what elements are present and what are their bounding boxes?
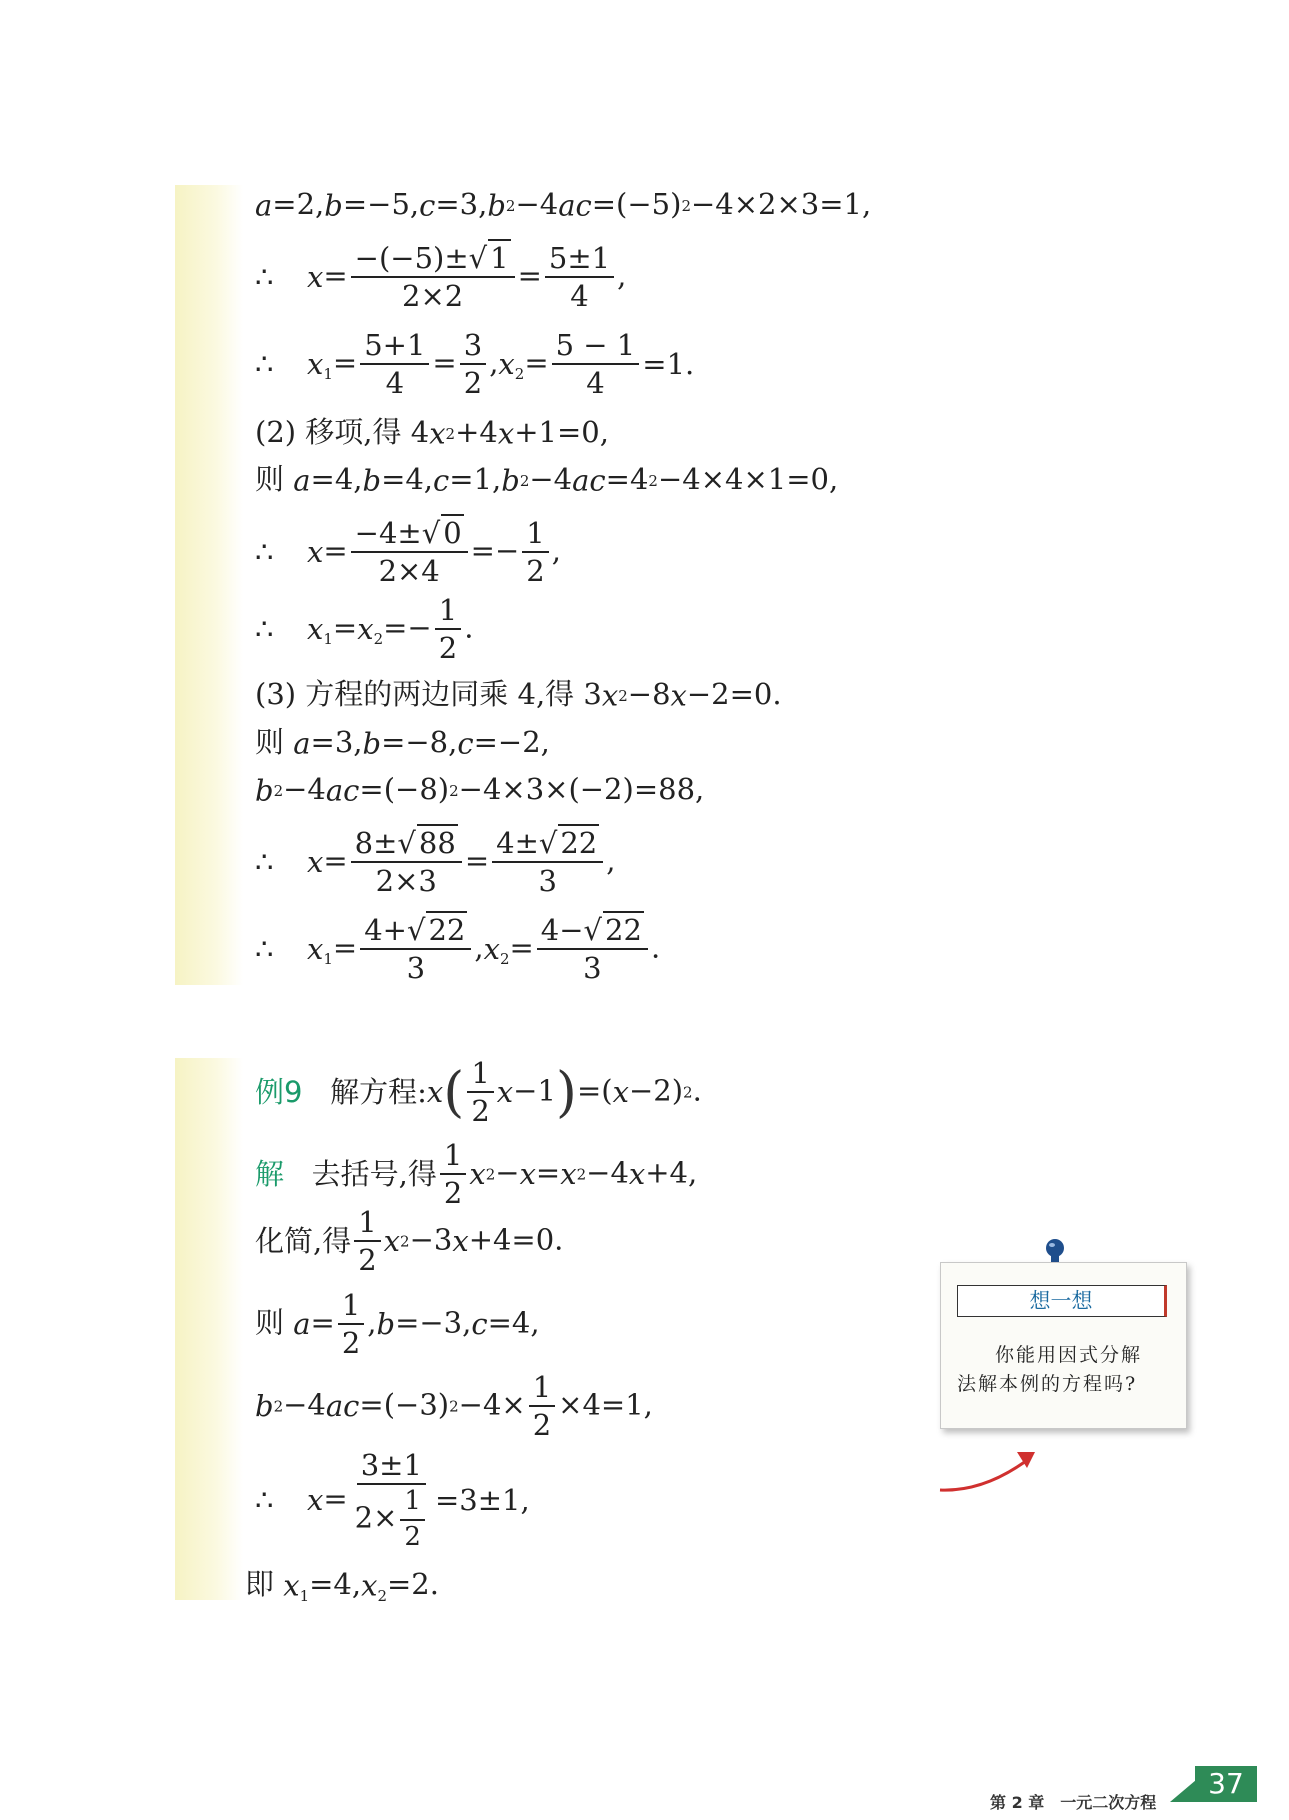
p3-x-roots: ∴ $x_1=$ $\frac{4+√ 22}{3}$ $,x_2=$ $\frac{4-√ 22}{3}$ . xyxy=(255,913,661,986)
p2-x-formula: ∴ x= $\frac{-4\pm√ 0}{2\times 4}$ =− $\frac{1}{2}$ , xyxy=(255,516,561,589)
page-number: 37 xyxy=(1195,1766,1257,1802)
p1-line1: a=2,b=−5,c=3,b2−4ac=(−5)2−4×2×3=1, xyxy=(255,187,872,223)
note-title: 想一想 xyxy=(957,1285,1167,1317)
page-badge-tab xyxy=(1170,1780,1196,1802)
p3-line3: b2−4ac=(−8)2−4×3×(−2)=88, xyxy=(255,772,705,808)
sol-line6: 即 $x_1=4,x_2=2$. xyxy=(245,1567,439,1605)
sol-line2: 化简,得 $\frac{1}{2}$ x2−3x+4=0. xyxy=(255,1205,564,1278)
think-note xyxy=(940,1262,1187,1429)
p3-line2: 则 a=3,b=−8,c=−2, xyxy=(255,725,550,761)
sol-line3: 则 a= $\frac{1}{2}$ ,b=−3,c=4, xyxy=(255,1288,540,1361)
p1-x-formula: ∴ x= $\frac{-(-5)\pm√ 1}{2\times 2}$ = $\frac{5\pm 1}{4}$ , xyxy=(255,241,627,314)
red-arrow-icon xyxy=(935,1440,1055,1500)
sol-line1: 解 去括号,得 $\frac{1}{2}$ x2−x=x2−4x+4, xyxy=(255,1138,698,1211)
chapter-footer: 第 2 章 一元二次方程 xyxy=(990,1793,1157,1812)
example9-statement: 例9 解方程:x( $\frac{1}{2}$ x−1)=(x−2)2. xyxy=(255,1056,702,1129)
sol-line4: b2−4ac=(−3)2−4× $\frac{1}{2}$ ×4=1, xyxy=(255,1370,653,1443)
p3-line1: (3) 方程的两边同乘 4,得 3x2−8x−2=0. xyxy=(255,677,782,713)
p2-line1: (2) 移项,得 4x2+4x+1=0, xyxy=(255,415,609,451)
margin-highlight-bottom xyxy=(175,1058,243,1600)
note-body: 你能用因式分解 法解本例的方程吗? xyxy=(957,1344,1143,1395)
p1-x-roots: ∴ $x_1=$ $\frac{5+1}{4}$ = $\frac{3}{2}$ $,x_2=$ $\frac{5 - 1}{4}$ =1. xyxy=(255,328,695,401)
p2-line2: 则 a=4,b=4,c=1,b2−4ac=42−4×4×1=0, xyxy=(255,462,839,498)
sol-line5: ∴ x= 3±1 2× $\frac{1}{2}$ =3±1, xyxy=(255,1448,530,1552)
p3-x-formula: ∴ x= $\frac{8\pm√ 88}{2\times 3}$ = $\frac{4\pm√ 22}{3}$ , xyxy=(255,826,616,899)
margin-highlight-top xyxy=(175,185,243,985)
p2-x-roots: ∴ $x_1=x_2=-$ $\frac{1}{2}$ . xyxy=(255,593,474,666)
